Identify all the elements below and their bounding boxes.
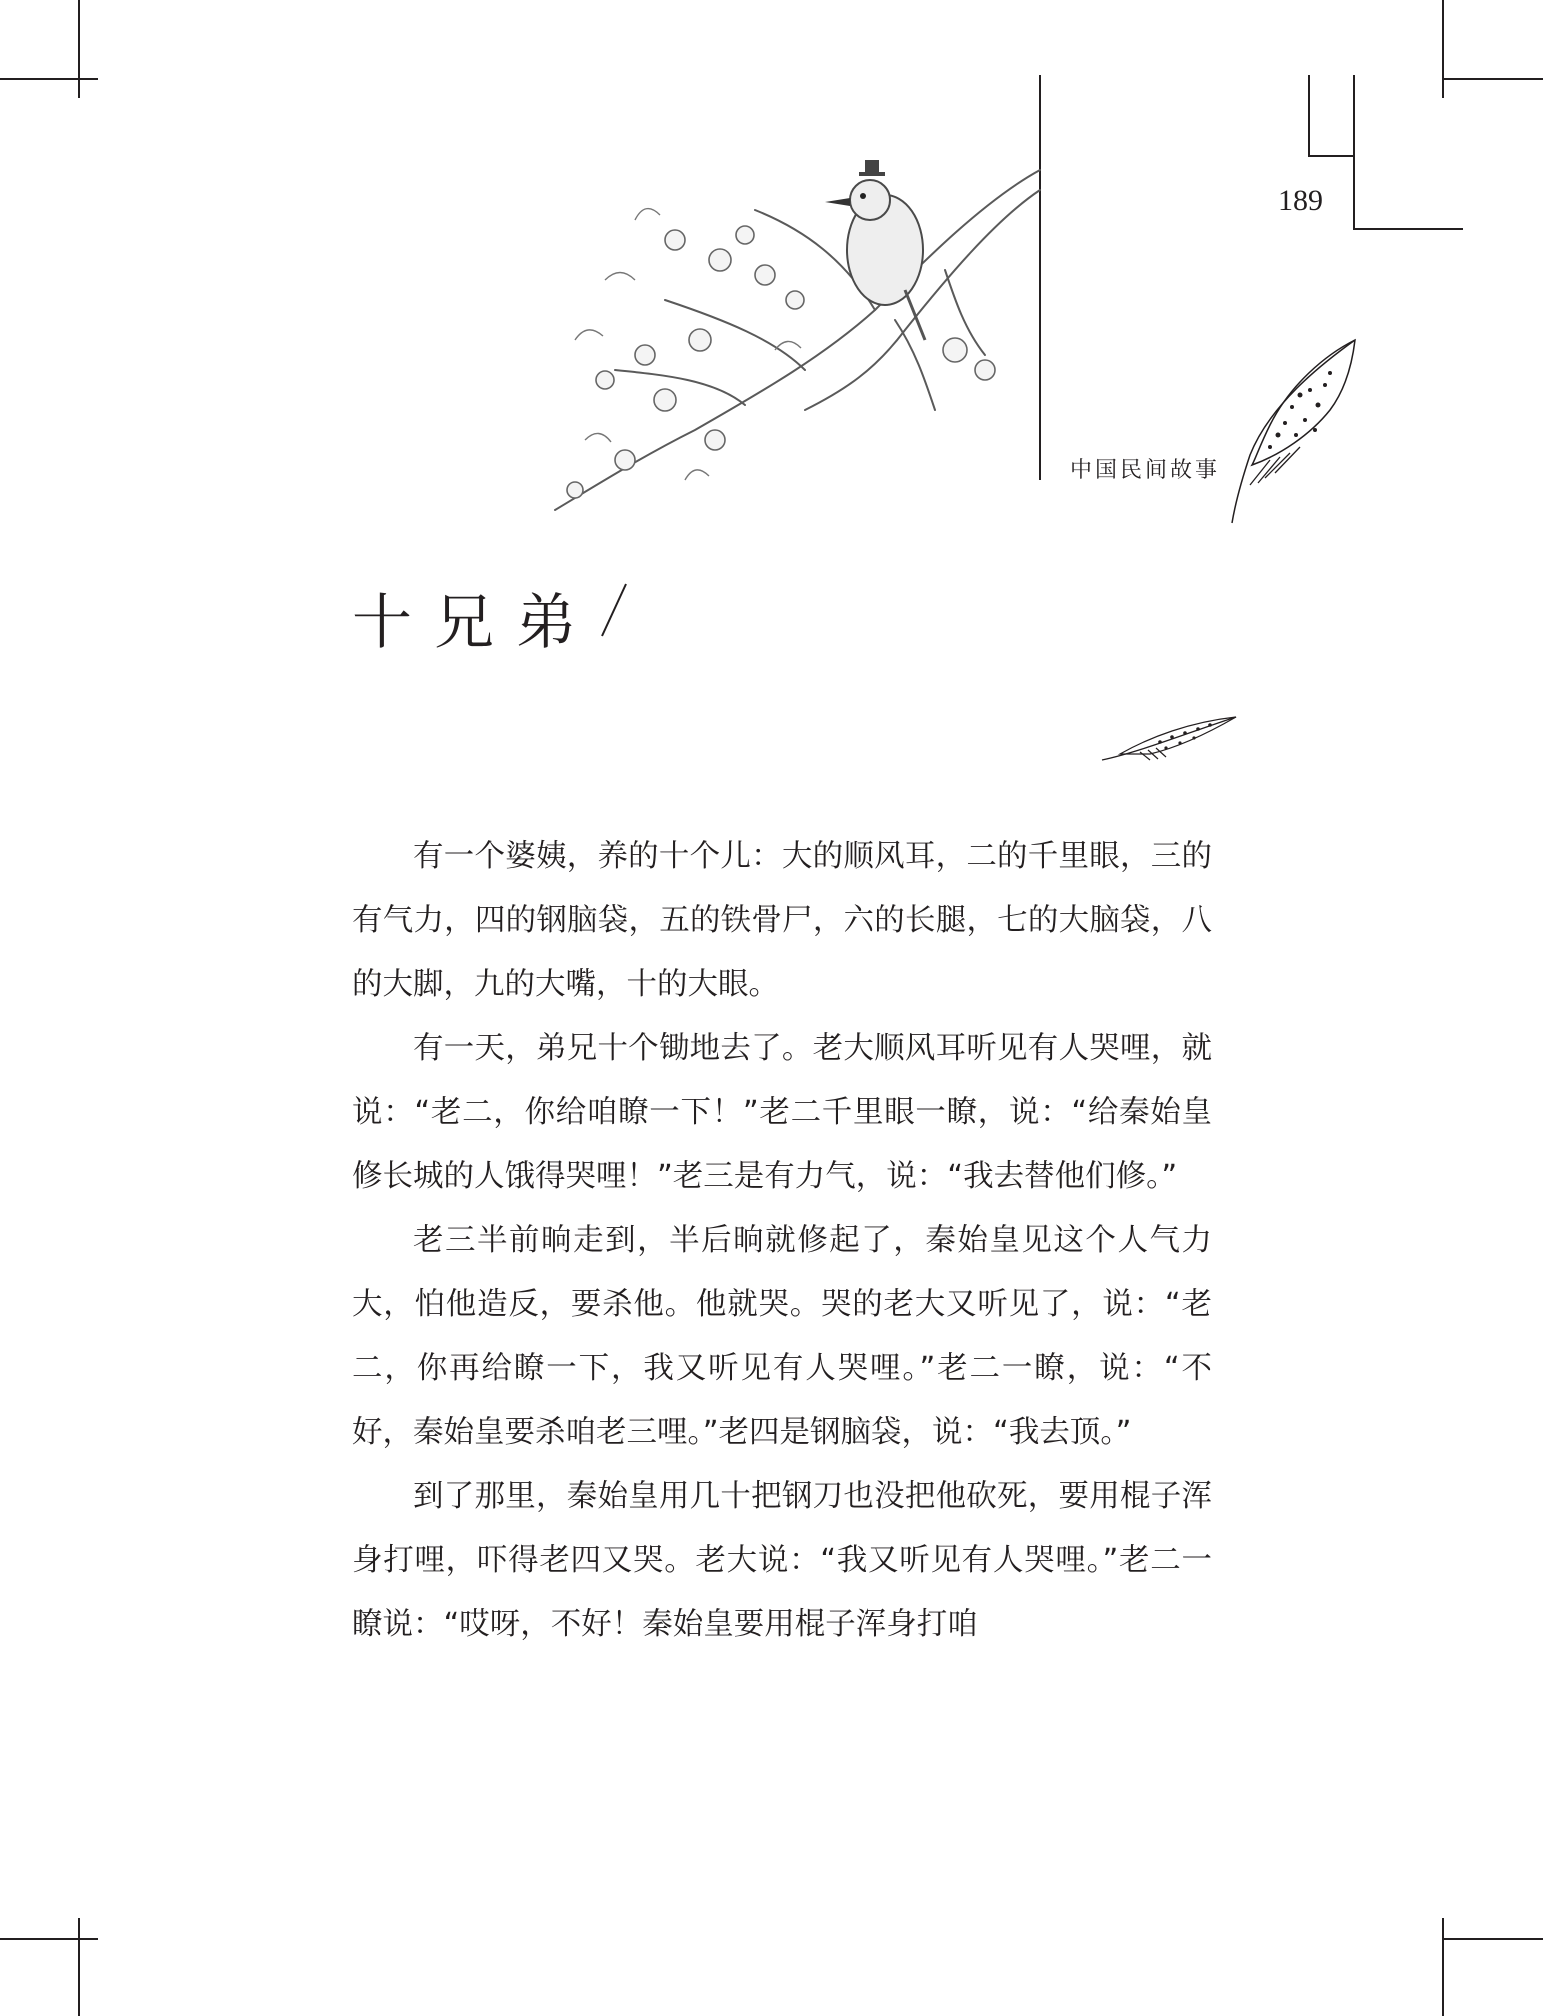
title-slash-ornament (598, 582, 628, 638)
bird-branch-illustration (545, 140, 1045, 520)
story-body (352, 825, 1212, 1657)
paragraph: 老三半前晌走到，半后晌就修起了，秦始皇见这个人气力大，怕他造反，要杀他。他就哭。哭的老大又听见了，说：“老二，你再给瞭一下，我又听见有人哭哩。”老二一瞭，说：“不好，秦始皇要杀咱老三哩。”老四是钢脑袋，说：“我去顶。” (352, 1223, 1212, 1450)
paragraph: 有一天，弟兄十个锄地去了。老大顺风耳听见有人哭哩，就说：“老二，你给咱瞭一下！”老二千里眼一瞭，说：“给秦始皇修长城的人饿得哭哩！”老三是有力气，说：“我去替他们修。” (352, 1031, 1212, 1194)
paragraph: 到了那里，秦始皇用几十把钢刀也没把他砍死，要用棍子浑身打哩，吓得老四又哭。老大说：“我又听见有人哭哩。”老二一瞭说：“哎呀，不好！秦始皇要用棍子浑身打咱 (352, 1479, 1212, 1642)
running-head: 中国民间故事 (1070, 458, 1221, 483)
feather-icon (1100, 712, 1240, 762)
page-number: 189 (1278, 184, 1323, 217)
paragraph: 有一个婆姨，养的十个儿：大的顺风耳，二的千里眼，三的有气力，四的钢脑袋，五的铁骨尸，六的长腿，七的大脑袋，八的大脚，九的大嘴，十的大眼。 (352, 839, 1212, 1002)
story-title: 十兄弟 (352, 588, 598, 658)
feather-icon (1230, 335, 1360, 525)
